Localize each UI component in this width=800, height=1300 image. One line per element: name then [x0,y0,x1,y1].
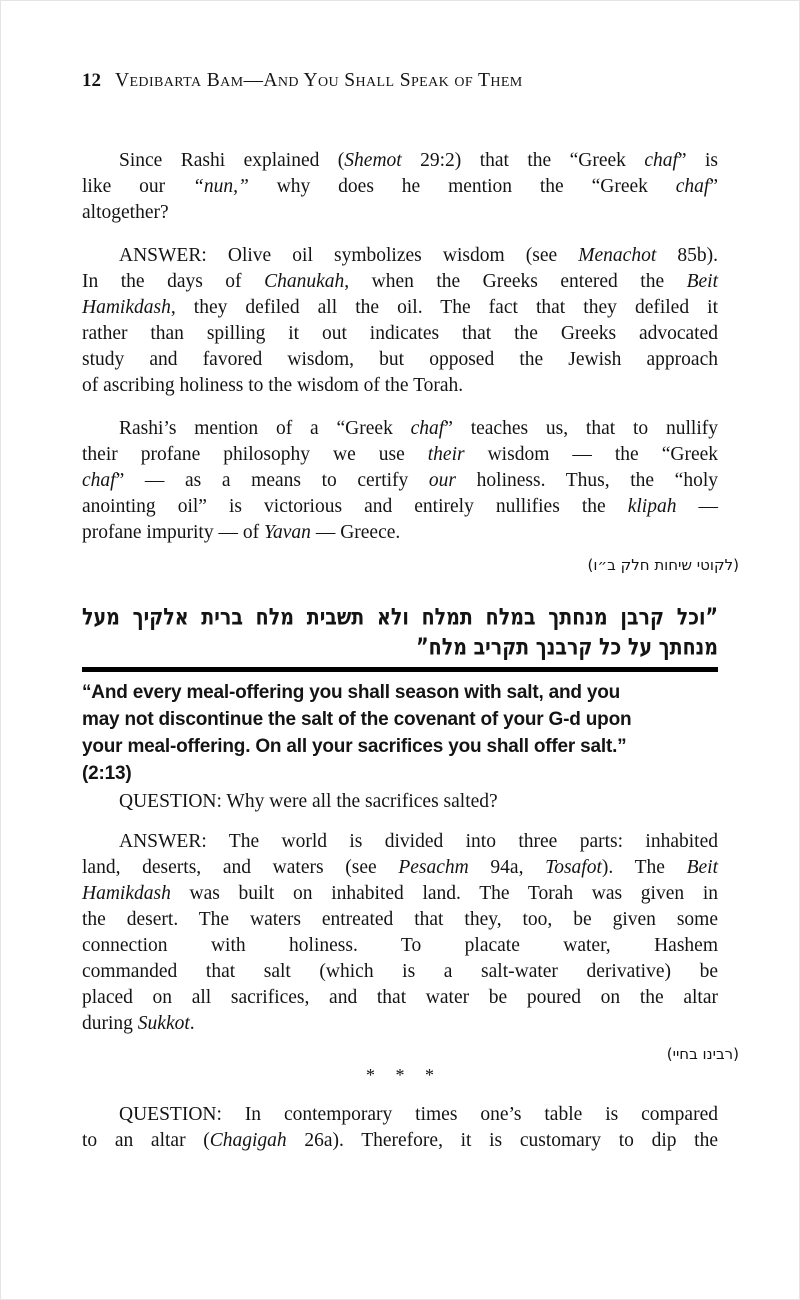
text-line: of ascribing holiness to the wisdom of the Torah. [82,375,464,396]
section-separator-stars: * * * [366,1065,434,1085]
text-line: anointing oil” is victorious and entirely nullifies the klipah — [82,496,718,517]
text-line: commanded that salt (which is a salt-water derivative) be [82,961,718,982]
paragraph-table-altar-question [82,1102,718,1154]
paragraph-greek-chaf-question [82,148,718,226]
text-line: like our “nun,” why does he mention the “Greek chaf” [82,176,718,197]
text-line: during Sukkot. [82,1013,195,1034]
text-line: Hamikdash, they defiled all the oil. The fact that they defiled it [82,297,718,318]
text-line: connection with holiness. To placate water, Hashem [82,935,718,956]
hebrew-verse-headline [82,604,718,664]
paragraph-greek-chaf-answer [82,243,718,399]
paragraph-salt-question [82,789,718,815]
text-line: Hamikdash was built on inhabited land. The Torah was given in [82,883,718,904]
text-line: profane impurity — of Yavan — Greece. [82,522,401,543]
text-line: QUESTION: In contemporary times one’s table is compared [119,1104,718,1125]
text-line: altogether? [82,202,169,223]
text-line: QUESTION: Why were all the sacrifices salted? [119,791,498,812]
text-line: study and favored wisdom, but opposed the Jewish approach [82,349,718,370]
hebrew-verse-line-2: מנחתך על כל קרבנך תקריב מלח” [416,633,718,661]
running-title: Vedibarta Bam—And You Shall Speak of Them [115,70,523,91]
paragraph-greek-chaf-conclusion [82,416,718,546]
text-line: rather than spilling it out indicates that the Greeks advocated [82,323,718,344]
running-header [82,70,718,92]
text-line: placed on all sacrifices, and that water be poured on the altar [82,987,718,1008]
text-line: chaf” — as a means to certify our holiness. Thus, the “holy [82,470,718,491]
citation-likkutei-sichot: (לקוטי שיחות חלק ב״ו) [587,556,739,574]
text-line: their profane philosophy we use their wisdom — the “Greek [82,444,719,465]
text-line: ANSWER: Olive oil symbolizes wisdom (see Menachot 85b). [119,245,718,266]
divider-rule [82,667,718,672]
text-line: the desert. The waters entreated that they, too, be given some [82,909,718,930]
hebrew-verse-line-1: ”וכל קרבן מנחתך במלח תמלח ולא תשבית מלח ברית אלקיך מעל [82,603,718,631]
text-line: to an altar (Chagigah 26a). Therefore, it is customary to dip the [82,1130,718,1151]
text-line: ANSWER: The world is divided into three parts: inhabited [119,831,718,852]
verse-translation [82,679,718,787]
verse-reference: (2:13) [82,763,132,784]
page-number: 12 [82,70,101,91]
verse-translation-line: your meal-offering. On all your sacrifices you shall offer salt.” [82,736,627,757]
citation-rabbeinu-bachya: (רבינו בחיי) [666,1045,739,1063]
verse-translation-line: may not discontinue the salt of the covenant of your G-d upon [82,709,632,730]
text-line: Rashi’s mention of a “Greek chaf” teaches us, that to nullify [119,418,718,439]
text-line: Since Rashi explained (Shemot 29:2) that the “Greek chaf” is [119,150,718,171]
text-line: In the days of Chanukah, when the Greeks entered the Beit [82,271,718,292]
text-line: land, deserts, and waters (see Pesachm 94a, Tosafot). The Beit [82,857,718,878]
paragraph-salt-answer [82,829,718,1037]
verse-translation-line: “And every meal-offering you shall season with salt, and you [82,682,621,703]
